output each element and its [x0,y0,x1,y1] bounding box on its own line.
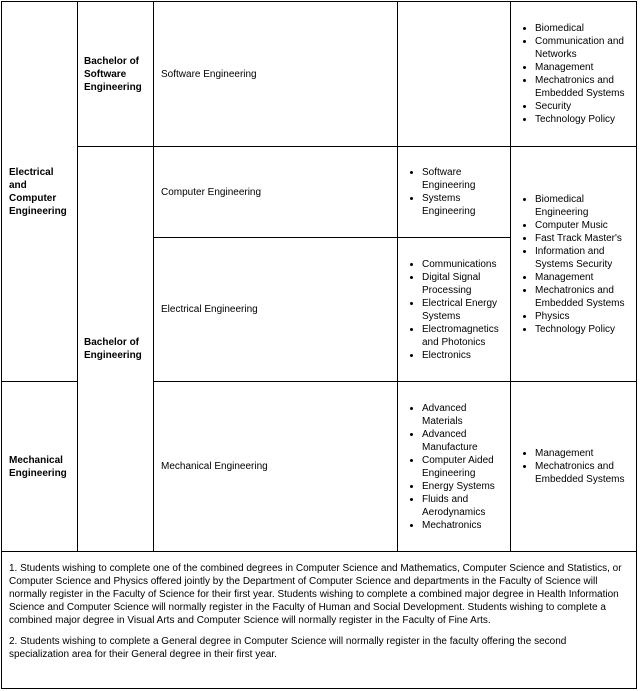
list-item-label: Technology Policy [535,323,616,335]
list-item-label: Security [535,101,572,112]
bullet-icon [523,198,526,201]
list-item [535,271,632,284]
list-item [422,271,506,297]
list-item-label: Management [535,62,594,73]
list-item [535,193,632,219]
list-item [535,22,632,35]
bullet-icon [410,354,413,357]
bullet-icon [523,276,526,279]
list-item [535,323,632,336]
list-item [422,402,506,428]
list-item [535,113,632,126]
list-item [535,61,632,74]
list-item-label: Electronics [422,349,471,361]
list-item-label: Energy Systems [422,480,495,492]
specialization-cell [398,238,511,382]
program-cell: Mechanical Engineering [154,382,398,552]
bullet-icon [410,433,413,436]
options-cell [511,382,637,552]
list-item [422,519,506,532]
option-list [511,447,636,486]
bullet-icon [523,328,526,331]
list-item [535,100,632,113]
list-item [422,493,506,519]
list-item [422,297,506,323]
list-item-label: Fast Track Master's [535,232,622,244]
list-item-label: Biomedical Engineering [535,193,589,218]
list-item [422,323,506,349]
program-cell: Software Engineering [154,2,398,147]
bullet-icon [410,263,413,266]
bullet-icon [523,79,526,82]
specialization-cell [398,2,511,147]
bullet-icon [410,407,413,410]
bullet-icon [523,465,526,468]
list-item-label: Biomedical [535,23,584,34]
bullet-icon [523,40,526,43]
list-item-label: Computer Music [535,219,608,231]
bullet-icon [410,498,413,501]
bullet-icon [523,315,526,318]
bullet-icon [410,524,413,527]
list-item-label: Computer Aided Engineering [422,454,494,479]
list-item-label: Physics [535,310,570,322]
list-item [535,447,632,460]
bullet-icon [410,171,413,174]
list-item [422,428,506,454]
bullet-icon [523,452,526,455]
list-item [535,74,632,100]
list-item-label: Management [535,271,594,283]
table-row [2,2,637,147]
table-row [2,552,637,689]
programs-table [1,1,637,689]
program-cell: Computer Engineering [154,147,398,238]
bullet-icon [523,250,526,253]
list-item [535,245,632,271]
list-item-label: Software Engineering [422,167,476,191]
bullet-icon [410,276,413,279]
option-list [511,22,636,126]
list-item [535,232,632,245]
specialization-cell [398,382,511,552]
list-item [535,284,632,310]
list-item [422,258,506,271]
list-item [535,219,632,232]
footnotes-cell [2,552,637,689]
specialization-list [398,402,510,532]
bullet-icon [523,105,526,108]
list-item-label: Systems Engineering [422,193,476,217]
bullet-icon [523,27,526,30]
list-item [535,310,632,323]
list-item-label: Electromagnetics and Photonics [422,323,499,348]
bullet-icon [410,485,413,488]
bullet-icon [523,224,526,227]
list-item-label: Fluids and Aerodynamics [422,493,486,518]
list-item [535,460,632,486]
list-item-label: Communications [422,258,497,270]
bullet-icon [410,459,413,462]
options-cell [511,147,637,382]
list-item-label: Mechatronics and Embedded Systems [535,75,625,99]
list-item-label: Electrical Energy Systems [422,297,498,322]
list-item-label: Digital Signal Processing [422,271,481,296]
bullet-icon [410,328,413,331]
list-item [535,35,632,61]
options-cell [511,2,637,147]
option-list [511,193,636,336]
bullet-icon [410,197,413,200]
list-item-label: Mechatronics and Embedded Systems [535,284,625,309]
list-item-label: Advanced Materials [422,402,467,427]
bullet-icon [523,66,526,69]
list-item-label: Advanced Manufacture [422,428,478,453]
list-item [422,166,506,192]
bullet-icon [523,118,526,121]
list-item [422,349,506,362]
faculty-cell: Electrical and Computer Engineering [2,2,78,382]
footnote: 1. Students wishing to complete one of the combined degrees in Computer Science and Mathematics, Computer Science and Statistics, or Computer Science and Physics offered jointly by the Department of Computer Science and departments in the Faculty of Science will normally register in the Faculty of Science for their first year. Students wishing to complete a combined major degree in Health Information Science and Computer Science will normally register in the Faculty of Human and Social Development. Students wishing to complete a combined major degree in Visual Arts and Computer Science will normally register in the Faculty of Fine Arts. [9,563,622,626]
list-item [422,192,506,218]
list-item [422,480,506,493]
faculty-cell: Mechanical Engineering [2,382,78,552]
degree-cell: Bachelor of Software Engineering [78,2,154,147]
list-item-label: Communication and Networks [535,36,624,60]
specialization-cell [398,147,511,238]
bullet-icon [523,289,526,292]
table-row [2,147,637,238]
specialization-list [398,258,510,362]
degree-cell: Bachelor of Engineering [78,147,154,552]
footnote: 2. Students wishing to complete a General degree in Computer Science will normally register in the faculty offering the second specialization area for their General degree in their first year. [9,636,567,660]
list-item-label: Information and Systems Security [535,245,613,270]
bullet-icon [410,302,413,305]
list-item-label: Mechatronics [422,519,482,531]
program-cell: Electrical Engineering [154,238,398,382]
list-item-label: Technology Policy [535,114,616,125]
list-item [422,454,506,480]
list-item-label: Mechatronics and Embedded Systems [535,461,625,485]
bullet-icon [523,237,526,240]
specialization-list [398,166,510,218]
list-item-label: Management [535,448,594,459]
